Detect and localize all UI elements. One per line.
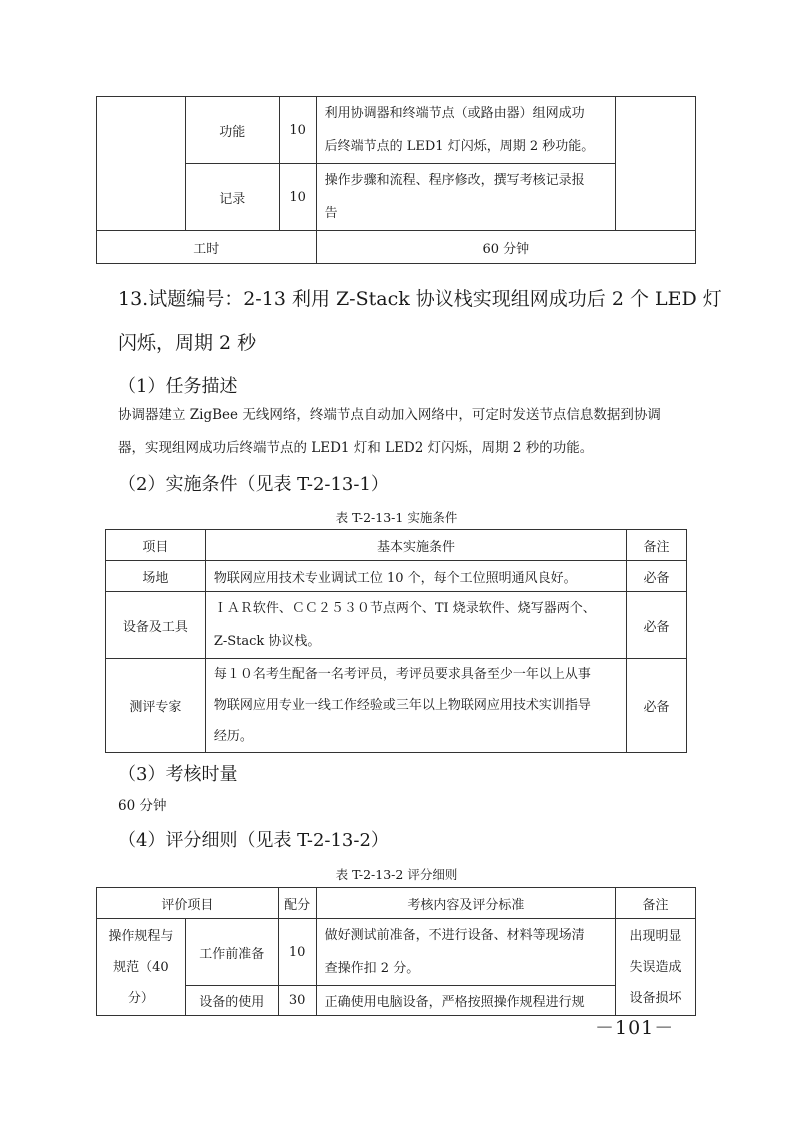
text-line: Z-Stack 协议栈。 bbox=[213, 634, 321, 649]
text-line: 每１０名考生配备一名考评员，考评员要求具备至少一年以上从事 bbox=[213, 667, 591, 682]
table-header: 备注 bbox=[627, 530, 687, 561]
table-cell-label: 功能 bbox=[185, 97, 279, 164]
table-cell-note: 必备 bbox=[627, 592, 687, 659]
text-line: 操作步骤和流程、程序修改，撰写考核记录报 bbox=[324, 173, 585, 188]
table-cell-item: 场地 bbox=[106, 561, 206, 592]
table-cell-note: 必备 bbox=[627, 659, 687, 753]
section-title-line-2: 闪烁，周期 2 秒 bbox=[118, 332, 257, 354]
task-paragraph bbox=[118, 399, 678, 465]
table-cell-empty bbox=[616, 97, 696, 231]
table-cell-score: 10 bbox=[279, 97, 316, 164]
table-cell-item: 设备及工具 bbox=[106, 592, 206, 659]
text-line: 失误造成 bbox=[629, 959, 682, 975]
table-header: 考核内容及评分标准 bbox=[316, 888, 615, 919]
text-line: 利用协调器和终端节点（或路由器）组网成功 bbox=[324, 106, 585, 121]
table-cell-content: 物联网应用技术专业调试工位 10 个，每个工位照明通风良好。 bbox=[205, 561, 626, 592]
table-cell-label: 记录 bbox=[185, 164, 279, 231]
text-line: 规范（40 bbox=[113, 959, 169, 975]
text-line: 后终端节点的 LED1 灯闪烁，周期 2 秒功能。 bbox=[324, 139, 595, 154]
table-cell-label: 设备的使用 bbox=[185, 986, 278, 1016]
text-line: 告 bbox=[324, 206, 338, 221]
conditions-heading: （2）实施条件（见表 T-2-13-1） bbox=[118, 474, 389, 495]
text-line: 器，实现组网成功后终端节点的 LED1 灯和 LED2 灯闪烁，周期 2 秒的功能。 bbox=[118, 440, 594, 456]
table-header: 备注 bbox=[616, 888, 696, 919]
table-cell-score: 10 bbox=[278, 919, 316, 986]
scoring-caption: 表 T-2-13-2 评分细则 bbox=[335, 867, 458, 882]
page-number: －101－ bbox=[595, 1017, 675, 1039]
conditions-caption: 表 T-2-13-1 实施条件 bbox=[335, 510, 458, 525]
table-cell-note bbox=[616, 919, 696, 1016]
text-line: 协调器建立 ZigBee 无线网络，终端节点自动加入网络中，可定时发送节点信息数据到协调 bbox=[118, 407, 661, 423]
table-cell-group bbox=[97, 919, 186, 1016]
text-line: 分） bbox=[127, 990, 154, 1006]
table-cell-item: 测评专家 bbox=[106, 659, 206, 753]
table-cell-score: 30 bbox=[278, 986, 316, 1016]
text-line: 物联网应用专业一线工作经验或三年以上物联网应用技术实训指导 bbox=[213, 698, 591, 713]
table-row bbox=[106, 561, 687, 592]
table-row bbox=[106, 592, 687, 659]
top-table bbox=[96, 96, 696, 264]
table-row bbox=[106, 659, 687, 753]
table-cell-score: 10 bbox=[279, 164, 316, 231]
scoring-heading: （4）评分细则（见表 T-2-13-2） bbox=[118, 830, 389, 851]
table-row bbox=[97, 919, 696, 986]
table-cell-content bbox=[205, 592, 626, 659]
table-cell-content: 正确使用电脑设备，严格按照操作规程进行规 bbox=[316, 986, 615, 1016]
time-label: 工时 bbox=[97, 231, 317, 264]
table-row bbox=[97, 986, 696, 1016]
text-line: 查操作扣 2 分。 bbox=[324, 961, 420, 976]
table-cell-content bbox=[316, 919, 615, 986]
text-line: 经历。 bbox=[213, 729, 253, 744]
table-header: 项目 bbox=[106, 530, 206, 561]
table-cell-empty bbox=[97, 97, 186, 231]
task-heading: （1）任务描述 bbox=[118, 376, 238, 397]
table-cell-content bbox=[205, 659, 626, 753]
text-line: 出现明显 bbox=[629, 928, 682, 944]
table-header: 评价项目 bbox=[97, 888, 279, 919]
text-line: 做好测试前准备，不进行设备、材料等现场清 bbox=[324, 928, 585, 943]
table-header: 基本实施条件 bbox=[205, 530, 626, 561]
time-value: 60 分钟 bbox=[316, 231, 695, 264]
table-cell-label: 工作前准备 bbox=[185, 919, 278, 986]
text-line: ＩＡＲ软件、ＣＣ２５３０节点两个、TI 烧录软件、烧写器两个、 bbox=[213, 601, 596, 616]
conditions-table bbox=[105, 529, 687, 753]
text-line: 设备损坏 bbox=[629, 990, 682, 1006]
duration-value: 60 分钟 bbox=[118, 798, 167, 814]
table-cell-content bbox=[316, 164, 616, 231]
table-header: 配分 bbox=[278, 888, 316, 919]
duration-heading: （3）考核时量 bbox=[118, 764, 238, 785]
scoring-table bbox=[96, 887, 696, 1016]
table-cell-note: 必备 bbox=[627, 561, 687, 592]
table-cell-content bbox=[316, 97, 616, 164]
section-title-line-1: 13.试题编号：2-13 利用 Z-Stack 协议栈实现组网成功后 2 个 LED 灯 bbox=[118, 288, 722, 310]
text-line: 操作规程与 bbox=[108, 928, 174, 944]
